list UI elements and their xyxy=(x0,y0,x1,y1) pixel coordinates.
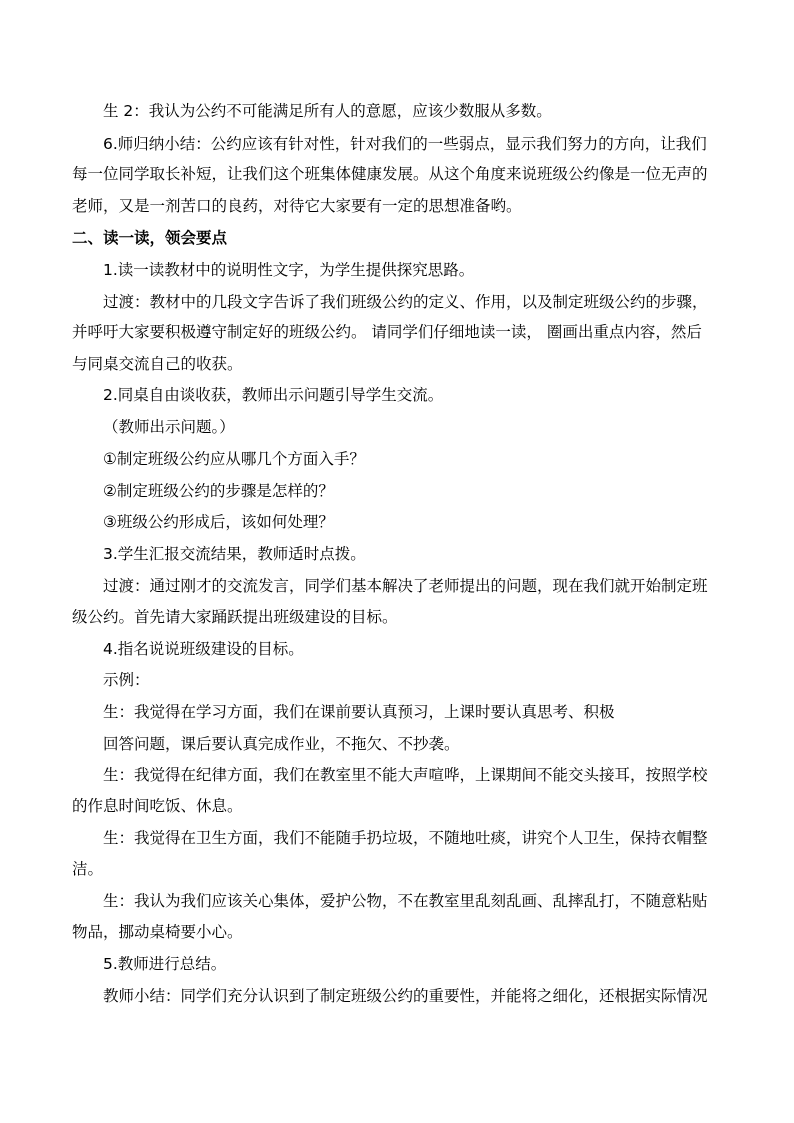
paragraph-line: 4.指名说说班级建设的目标。 xyxy=(103,640,304,658)
question-item: ③班级公约形成后，该如何处理？ xyxy=(103,513,334,531)
paragraph-line: 过渡：教材中的几段文字告诉了我们班级公约的定义、作用，以及制定班级公约的步骤， xyxy=(103,293,708,311)
paragraph-line: 生：我认为我们应该关心集体，爱护公物，不在教室里乱刻乱画、乱摔乱打，不随意粘贴 xyxy=(103,892,708,910)
paragraph-line: 级公约。首先请大家踊跃提出班级建设的目标。 xyxy=(72,608,398,626)
paragraph-line: 教师小结：同学们充分认识到了制定班级公约的重要性，并能将之细化，还根据实际情况 xyxy=(103,987,708,1005)
paragraph-line: 5.教师进行总结。 xyxy=(103,955,227,973)
question-item: ②制定班级公约的步骤是怎样的？ xyxy=(103,482,334,500)
paragraph-line: 生 2：我认为公约不可能满足所有人的意愿，应该少数服从多数。 xyxy=(103,102,552,120)
paragraph-line: 回答问题，课后要认真完成作业，不拖欠、不抄袭。 xyxy=(103,735,460,753)
paragraph-line: 6.师归纳小结：公约应该有针对性，针对我们的一些弱点，显示我们努力的方向，让我们 xyxy=(103,135,707,153)
paragraph-line: 并呼吁大家要积极遵守制定好的班级公约。 请同学们仔细地读一读， 圈画出重点内容，然后 xyxy=(72,323,702,341)
paragraph-line: 每一位同学取长补短，让我们这个班集体健康发展。从这个角度来说班级公约像是一位无声的 xyxy=(72,165,708,183)
paragraph-line: 生：我觉得在学习方面，我们在课前要认真预习，上课时要认真思考、积极 xyxy=(103,703,615,721)
question-item: ①制定班级公约应从哪几个方面入手？ xyxy=(103,450,365,468)
paragraph-line: 过渡：通过刚才的交流发言，同学们基本解决了老师提出的问题，现在我们就开始制定班 xyxy=(103,577,708,595)
paragraph-line: 3.学生汇报交流结果，教师适时点拨。 xyxy=(103,545,366,563)
paragraph-line: 物品，挪动桌椅要小心。 xyxy=(72,923,243,941)
paragraph-line: 2.同桌自由谈收获，教师出示问题引导学生交流。 xyxy=(103,386,444,404)
paragraph-line: 与同桌交流自己的收获。 xyxy=(72,355,243,373)
paragraph-line: 洁。 xyxy=(72,860,104,878)
section-heading: 二、读一读，领会要点 xyxy=(72,229,228,247)
paragraph-line: 生：我觉得在纪律方面，我们在教室里不能大声喧哗，上课期间不能交头接耳，按照学校 xyxy=(103,766,708,784)
paragraph-line: 生：我觉得在卫生方面，我们不能随手扔垃圾，不随地吐痰，讲究个人卫生，保持衣帽整 xyxy=(103,829,708,847)
paragraph-line: 的作息时间吃饭、休息。 xyxy=(72,797,243,815)
paragraph-line: 示例： xyxy=(103,671,150,689)
paragraph-line: （教师出示问题。） xyxy=(103,418,235,436)
paragraph-line: 1.读一读教材中的说明性文字，为学生提供探究思路。 xyxy=(103,261,475,279)
paragraph-line: 老师，又是一剂苦口的良药，对待它大家要有一定的思想准备哟。 xyxy=(72,197,522,215)
